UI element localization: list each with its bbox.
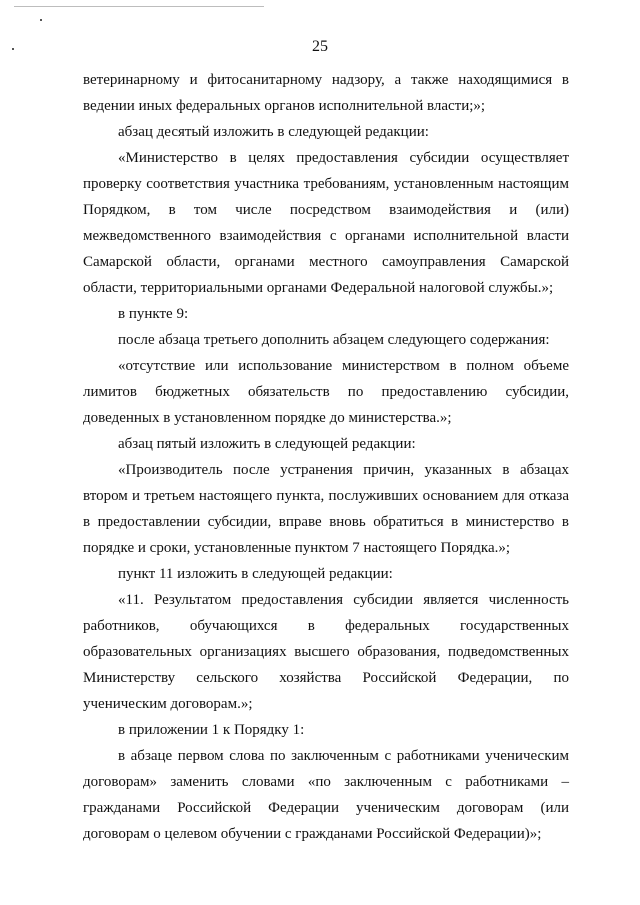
text-line: порядке и сроки, установленные пунктом 7 настоящего Порядка.»; <box>83 540 511 556</box>
scan-artifact-line <box>14 6 264 7</box>
text-line: гражданами Российской Федерации ученическим договорам (или <box>83 800 569 816</box>
text-line: «11. Результатом предоставления субсидии является численность <box>118 592 569 608</box>
text-line: договорам о целевом обучении с гражданами Российской Федерации)»; <box>83 826 542 842</box>
document-body <box>83 67 569 847</box>
text-line: пункт 11 изложить в следующей редакции: <box>118 566 393 582</box>
text-line: Самарской области, органами местного самоуправления Самарской <box>83 254 569 270</box>
text-line: в абзаце первом слова по заключенным с работниками ученическим <box>118 748 569 764</box>
text-line: «отсутствие или использование министерством в полном объеме <box>118 358 569 374</box>
text-line: абзац пятый изложить в следующей редакции: <box>118 436 416 452</box>
text-line: лимитов бюджетных обязательств по предоставлению субсидии, <box>83 384 569 400</box>
text-line: «Министерство в целях предоставления субсидии осуществляет <box>118 150 569 166</box>
page-number: 25 <box>312 38 328 55</box>
text-line: договорам» заменить словами «по заключенным с работниками – <box>83 774 569 790</box>
scan-artifact-dot <box>40 19 42 21</box>
text-line: после абзаца третьего дополнить абзацем следующего содержания: <box>118 332 550 348</box>
text-line: в предоставлении субсидии, вправе вновь обратиться в министерство в <box>83 514 569 530</box>
text-line: «Производитель после устранения причин, указанных в абзацах <box>118 462 569 478</box>
text-line: доведенных в установленном порядке до министерства.»; <box>83 410 452 426</box>
text-line: проверку соответствия участника требованиям, установленным настоящим <box>83 176 569 192</box>
text-line: межведомственного взаимодействия с органами исполнительной власти <box>83 228 569 244</box>
text-line: втором и третьем настоящего пункта, послуживших основанием для отказа <box>83 488 569 504</box>
text-line: работников, обучающихся в федеральных государственных <box>83 618 569 634</box>
text-line: в приложении 1 к Порядку 1: <box>118 722 305 738</box>
text-line: абзац десятый изложить в следующей редакции: <box>118 124 429 140</box>
text-line: Министерству сельского хозяйства Российской Федерации, по <box>83 670 569 686</box>
text-line: образовательных организациях высшего образования, подведомственных <box>83 644 569 660</box>
text-line: Порядком, в том числе посредством взаимодействия и (или) <box>83 202 569 218</box>
text-line: ученическим договорам.»; <box>83 696 253 712</box>
text-line: области, территориальными органами Федеральной налоговой службы.»; <box>83 280 554 296</box>
text-line: ведении иных федеральных органов исполнительной власти;»; <box>83 98 486 114</box>
text-line: в пункте 9: <box>118 306 189 322</box>
text-line: ветеринарному и фитосанитарному надзору, а также находящимися в <box>83 72 569 88</box>
